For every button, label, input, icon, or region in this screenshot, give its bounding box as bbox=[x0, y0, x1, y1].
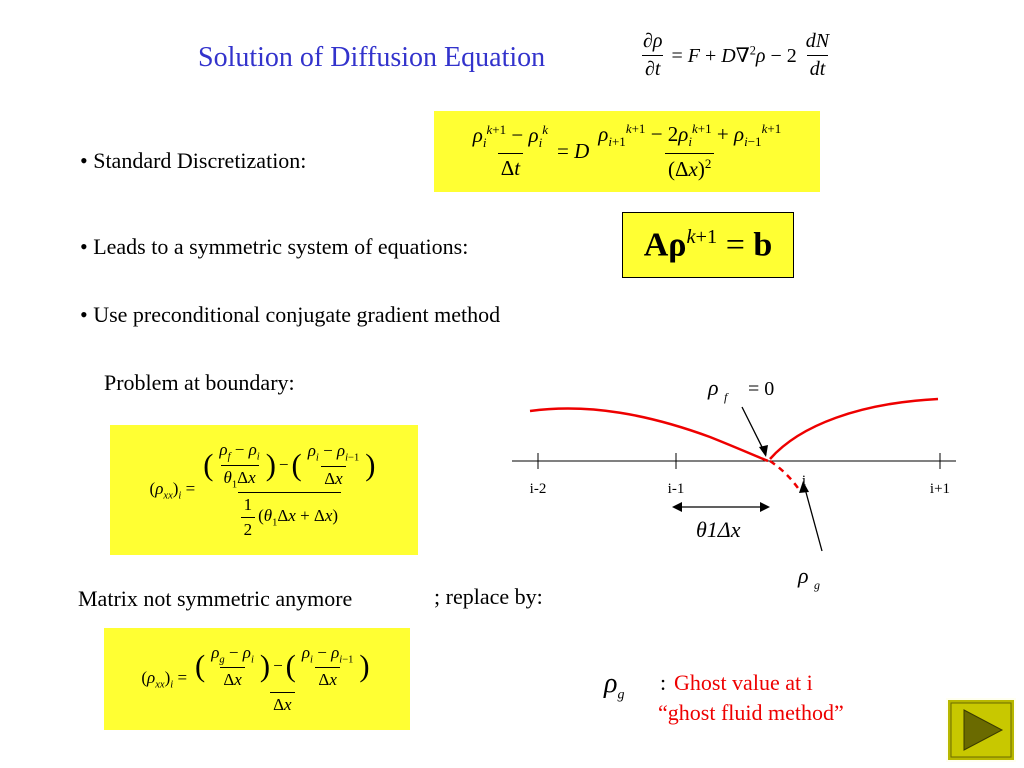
next-slide-triangle-icon bbox=[946, 698, 1016, 762]
matrix-not-symmetric-label: Matrix not symmetric anymore bbox=[78, 586, 353, 611]
bullet-standard-discretization: • Standard Discretization: bbox=[80, 148, 307, 173]
ghost-extrapolation-dashed bbox=[770, 461, 800, 491]
problem-at-boundary-label: Problem at boundary: bbox=[104, 370, 295, 395]
diffusion-equation: $\frac{\partial\rho}{\partial t}$ = F + D∇$^2$ρ − 2 $\frac{dN}{dt}$ bbox=[643, 30, 830, 80]
bullet-symmetric-system: • Leads to a symmetric system of equations: bbox=[80, 234, 469, 259]
density-curve-right bbox=[770, 399, 938, 459]
tick-label-i-1: i-1 bbox=[667, 481, 685, 497]
rho-f-subscript: f bbox=[724, 390, 728, 404]
theta-label: θ1Δx bbox=[696, 517, 741, 542]
standard-discretization-formula: $\frac{\rho_i^{k+1} - \rho_i^k}{\Delta t}$ = D $\frac{\rho_{i+1}^{k+1} - 2\rho_i^{k+1} + \rho_{i-1}^{k+1}}{(\Delta x)^2}$ bbox=[434, 111, 820, 192]
replace-by-label: ; replace by: bbox=[434, 584, 543, 609]
tick-label-i+1: i+1 bbox=[929, 481, 951, 497]
rho-g-pointer-arrow bbox=[804, 485, 822, 551]
theta-arrowhead-right bbox=[760, 502, 770, 512]
rho-f-pointer-arrowhead bbox=[759, 445, 768, 457]
boundary-formula-rho-g: $(\rho_{xx})_i$ = ( $\frac{\rho_g - \rho_i}{\Delta x}$ ) − ( $\frac{\rho_i - \rho_{i-1}}{\Delta x}$ ) Δx bbox=[104, 628, 410, 730]
rho-f-symbol: ρ bbox=[708, 375, 719, 400]
tick-label-i: i bbox=[801, 473, 807, 489]
rho-g-subscript: g bbox=[814, 578, 820, 592]
tick-label-i-2: i-2 bbox=[529, 481, 547, 497]
boundary-formula-rho-f: $(\rho_{xx})_i$ = ( $\frac{\rho_f - \rho_i}{\theta_1\Delta x}$ ) − ( $\frac{\rho_i - \rho_{i-1}}{\Delta x}$ ) $\frac{1}{2}$ $(\theta_1\Delta x + \Delta x)$ bbox=[110, 425, 418, 555]
bullet-pcg-method: • Use preconditional conjugate gradient method bbox=[80, 302, 501, 327]
page-title: Solution of Diffusion Equation bbox=[198, 42, 546, 73]
rho-g-symbol: ρ bbox=[798, 563, 809, 588]
rho-f-value: = 0 bbox=[748, 378, 775, 400]
ghost-value-label: Ghost value at i bbox=[674, 670, 813, 695]
ghost-legend-colon: : bbox=[660, 670, 667, 695]
density-curve bbox=[530, 409, 768, 461]
theta-arrowhead-left bbox=[672, 502, 682, 512]
ghost-fluid-method-label: “ghost fluid method” bbox=[658, 700, 844, 725]
linear-system-formula: $A\rho^{k+1} = b$ bbox=[622, 212, 794, 278]
ghost-rho-symbol: $\rho_g$ bbox=[604, 668, 625, 703]
boundary-diagram bbox=[500, 365, 970, 605]
next-slide-button[interactable] bbox=[946, 698, 1016, 762]
